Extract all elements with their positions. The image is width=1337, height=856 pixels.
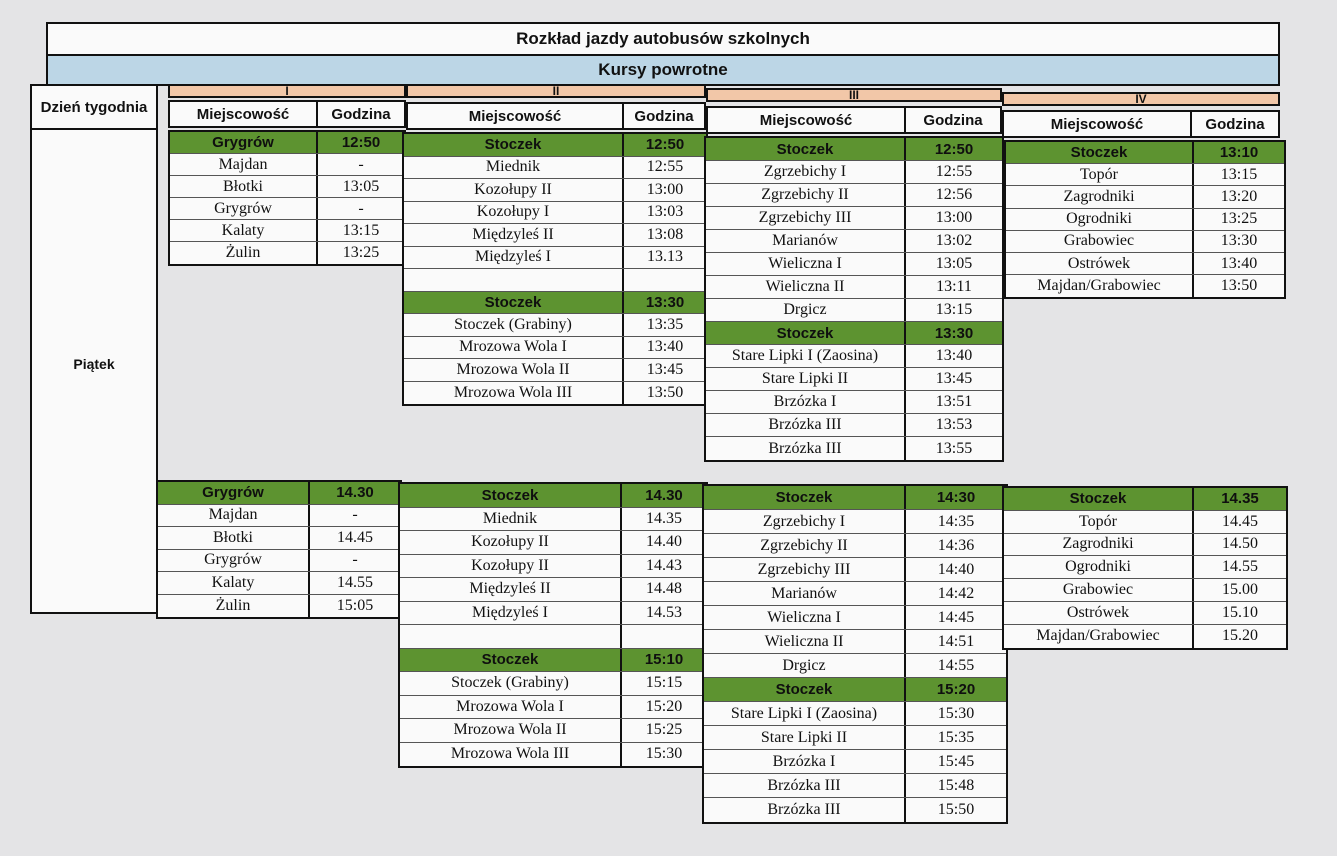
stop-name: Zgrzebichy II [704,534,906,557]
stop-row-start [704,678,1006,702]
stop-name [404,269,624,291]
stop-time: 13:53 [935,416,973,433]
stop-name: Ogrodniki [1006,209,1194,230]
stop-time: 14.45 [1222,512,1258,530]
route-2-block-1 [402,132,708,406]
stop-row [706,161,1002,184]
stop-time: 13:15 [342,221,380,239]
stop-time: 15:25 [645,721,683,739]
day-column [30,84,158,614]
stop-name: Ostrówek [1004,602,1194,624]
stop-time: 13:30 [645,293,685,311]
stop-name: Wieliczna I [706,253,906,275]
stop-name: Brzózka I [704,750,906,773]
route-2-time-header: Godzina [622,102,706,130]
stop-name: Międzyleś II [404,224,624,246]
stop-time [624,269,706,291]
stop-time: 15:35 [937,728,975,746]
stop-time: 14.55 [337,573,373,591]
stop-name: Zgrzebichy I [704,510,906,533]
stop-row [404,359,706,382]
stop-row [158,550,400,573]
day-column-header: Dzień tygodnia [32,86,156,130]
stop-time: 14:42 [937,584,975,602]
stop-row [400,602,706,626]
stop-time: 15:45 [937,752,975,770]
route-4-time-header: Godzina [1190,110,1280,138]
stop-name: Majdan/Grabowiec [1006,275,1194,297]
stop-row-start [400,484,706,508]
stop-row-start [158,482,400,505]
stop-time: 14:55 [937,656,975,674]
stop-time: 15:20 [936,681,976,698]
stop-name: Kalaty [170,220,318,241]
stop-name: Majdan [158,505,310,527]
stop-row [704,630,1006,654]
stop-time: 14.50 [1222,535,1258,553]
route-4-place-header: Miejscowość [1002,110,1192,138]
stop-time: 12:50 [934,140,974,158]
stop-name: Międzyleś I [400,602,622,625]
stop-time: 14:36 [937,536,975,554]
stop-time: 13.13 [647,248,683,266]
stop-name: Międzyleś I [404,247,624,269]
stop-row [404,314,706,337]
stop-time: 14.30 [336,484,374,502]
stop-name: Stoczek [1006,142,1194,163]
stop-row [400,696,706,720]
stop-name: Stoczek [400,649,622,672]
stop-name: Zagrodniki [1006,186,1194,207]
stop-time: 13:25 [1220,210,1258,228]
stop-name: Stare Lipki II [704,726,906,749]
stop-name: Zagrodniki [1004,534,1194,556]
stop-time: 13:10 [1219,144,1259,162]
stop-row [400,743,706,767]
stop-row [170,242,404,264]
stop-name: Miednik [404,157,624,179]
stop-row [1006,209,1284,231]
stop-time: 14:40 [937,560,975,578]
stop-row [404,179,706,202]
stop-row-start [170,132,404,154]
stop-time: 12:55 [646,158,684,176]
stop-row [1004,625,1286,648]
stop-name [400,625,622,648]
stop-time: - [358,155,364,173]
stop-time: 14.35 [1221,490,1259,508]
stop-row [404,202,706,225]
stop-row [706,299,1002,322]
stop-name: Stoczek [404,134,624,156]
stop-name: Wieliczna I [704,606,906,629]
stop-name: Międzyleś II [400,578,622,601]
stop-row [704,606,1006,630]
stop-time: - [352,551,358,569]
stop-time: 15:05 [336,596,374,614]
stop-time: 13:05 [342,177,380,195]
stop-time: 13:02 [935,232,973,249]
stop-row-start [706,138,1002,161]
stop-name: Grygrów [170,132,318,153]
route-1-block-2 [156,480,402,619]
stop-time: 13:15 [1220,165,1258,183]
stop-name: Zgrzebichy III [706,207,906,229]
stop-name: Kozołupy II [400,555,622,578]
stop-row [1004,602,1286,625]
stop-name: Majdan [170,154,318,175]
stop-time: 14.35 [646,509,682,527]
stop-row-start [706,322,1002,345]
stop-time: 13:11 [936,278,972,295]
stop-time: 15:48 [937,776,975,794]
stop-time: 14:51 [937,632,975,650]
stop-row [704,774,1006,798]
stop-name: Zgrzebichy III [704,558,906,581]
stop-time: 13:51 [935,393,973,410]
stop-time: 12:56 [935,186,973,203]
stop-row [400,508,706,532]
stop-name: Grygrów [158,482,310,504]
stop-name: Kozołupy II [404,179,624,201]
stop-name: Stoczek [400,484,622,507]
stop-row [704,534,1006,558]
stop-row [1004,534,1286,557]
stop-row [404,382,706,405]
stop-time: 14.53 [646,603,682,621]
stop-name: Żulin [158,595,310,618]
stop-row [706,230,1002,253]
stop-row-start [400,649,706,673]
stop-name: Stoczek [704,486,906,509]
stop-name: Wieliczna II [706,276,906,298]
stop-time: 15.10 [1222,603,1258,621]
stop-name: Stoczek [404,292,624,314]
stop-row [704,702,1006,726]
stop-name: Stare Lipki I (Zaosina) [706,345,906,367]
stop-row [158,505,400,528]
stop-name: Stoczek [1004,488,1194,510]
stop-name: Brzózka III [704,798,906,822]
stop-time: 13:00 [646,180,684,198]
page-subtitle: Kursy powrotne [46,56,1280,86]
stop-name: Kozołupy I [404,202,624,224]
stop-time: 14:30 [936,489,976,506]
route-1-block-1 [168,130,406,266]
stop-row [706,207,1002,230]
stop-name: Grabowiec [1006,231,1194,252]
route-4-block-1 [1004,140,1286,299]
stop-time: 15:30 [937,704,975,722]
stop-name: Mrozowa Wola II [400,719,622,742]
stop-name: Marianów [706,230,906,252]
stop-time: 13:55 [935,439,973,457]
stop-name: Wieliczna II [704,630,906,653]
spacer-row [404,269,706,292]
stop-name: Żulin [170,242,318,264]
stop-name: Grygrów [158,550,310,572]
stop-name: Mrozowa Wola I [404,337,624,359]
stop-time: 14.55 [1222,558,1258,576]
stop-name: Grygrów [170,198,318,219]
stop-time: 14.45 [337,528,373,546]
stop-row [404,247,706,270]
stop-name: Błotki [170,176,318,197]
stop-name: Drgicz [706,299,906,321]
stop-time: 12:50 [645,136,685,154]
stop-time: 13:45 [646,360,684,378]
stop-row [706,253,1002,276]
stop-name: Mrozowa Wola III [400,743,622,767]
stop-name: Marianów [704,582,906,605]
stop-row [1006,186,1284,208]
stop-row [704,510,1006,534]
stop-row [170,176,404,198]
stop-row-start [404,292,706,315]
stop-time: 15.00 [1222,581,1258,599]
stop-row [706,368,1002,391]
stop-time: - [352,506,358,524]
stop-row [1006,275,1284,297]
route-3-time-header: Godzina [904,106,1002,134]
stop-row [706,414,1002,437]
stop-name: Ostrówek [1006,253,1194,274]
stop-row [706,276,1002,299]
stop-name: Topór [1006,164,1194,185]
stop-row-start [704,486,1006,510]
stop-time: 13:03 [646,203,684,221]
stop-row [400,672,706,696]
stop-row [158,527,400,550]
stop-row [1006,253,1284,275]
stop-name: Stoczek [704,678,906,701]
route-3-block-2 [702,484,1008,824]
stop-time: 15:15 [645,674,683,692]
stop-time: 13:35 [646,315,684,333]
stop-time: 13:40 [935,347,973,364]
route-number-1: I [168,84,406,98]
stop-row [706,391,1002,414]
stop-row [706,345,1002,368]
stop-time: - [358,199,364,217]
stop-time: 15.20 [1222,627,1258,645]
stop-name: Błotki [158,527,310,549]
stop-time: 13:00 [935,209,973,226]
stop-time: 13:30 [934,324,974,342]
stop-time: 13:15 [935,301,973,318]
stop-time: 14:35 [937,512,975,530]
stop-row [704,558,1006,582]
stop-row [704,654,1006,678]
route-1-time-header: Godzina [316,100,406,128]
stop-row [170,198,404,220]
stop-name: Majdan/Grabowiec [1004,625,1194,648]
stop-name: Mrozowa Wola III [404,382,624,405]
stop-row [158,595,400,618]
stop-name: Kozołupy II [400,531,622,554]
route-3-place-header: Miejscowość [706,106,906,134]
stop-row [404,337,706,360]
route-4-block-2 [1002,486,1288,650]
stop-row [706,437,1002,460]
route-2-place-header: Miejscowość [406,102,624,130]
stop-name: Mrozowa Wola II [404,359,624,381]
stop-name: Kalaty [158,572,310,594]
stop-row [400,578,706,602]
stop-time: 13:50 [1220,277,1258,295]
stop-name: Grabowiec [1004,579,1194,601]
route-2-block-2 [398,482,708,768]
stop-name: Stare Lipki II [706,368,906,390]
stop-time: 14.30 [645,486,683,504]
stop-time: 13:30 [1220,232,1258,250]
stop-time: 12:50 [341,134,381,151]
route-3-block-1 [704,136,1004,462]
stop-name: Brzózka III [706,414,906,436]
stop-time: 15:20 [645,697,683,715]
stop-name: Brzózka I [706,391,906,413]
stop-time: 12:55 [935,163,973,180]
page-title: Rozkład jazdy autobusów szkolnych [46,22,1280,56]
stop-time: 13:40 [646,338,684,356]
day-name: Piątek [73,356,115,372]
stop-name: Stoczek (Grabiny) [400,672,622,695]
stop-time: 14.43 [646,556,682,574]
stop-name: Stoczek [706,322,906,344]
stop-time: 15:30 [645,745,683,763]
stop-row [400,531,706,555]
stop-row [704,582,1006,606]
stop-row [704,798,1006,822]
stop-name: Brzózka III [706,437,906,460]
stop-name: Topór [1004,511,1194,533]
stop-name: Stare Lipki I (Zaosina) [704,702,906,725]
stop-row [170,220,404,242]
stop-row [400,719,706,743]
stop-time: 13:45 [935,370,973,387]
route-number-2: II [406,84,706,98]
stop-name: Ogrodniki [1004,556,1194,578]
stop-time [622,625,706,648]
route-number-3: III [706,88,1002,102]
stop-row [404,224,706,247]
stop-row [1006,164,1284,186]
stop-row [1004,511,1286,534]
stop-time: 13:25 [342,244,380,261]
stop-row-start [1006,142,1284,164]
stop-row [706,184,1002,207]
stop-time: 15:50 [937,801,975,818]
stop-time: 13:08 [646,225,684,243]
stop-time: 14.40 [646,533,682,551]
stop-name: Brzózka III [704,774,906,797]
stop-row [1004,579,1286,602]
stop-row [704,750,1006,774]
stop-row [170,154,404,176]
stop-row [704,726,1006,750]
stop-row [158,572,400,595]
stop-name: Zgrzebichy I [706,161,906,183]
stop-name: Miednik [400,508,622,531]
stop-time: 13:05 [935,255,973,272]
stop-time: 14.48 [646,580,682,598]
stop-time: 13:20 [1220,187,1258,205]
stop-row-start [1004,488,1286,511]
stop-name: Zgrzebichy II [706,184,906,206]
stop-time: 13:40 [1220,254,1258,272]
stop-name: Stoczek (Grabiny) [404,314,624,336]
stop-row [404,157,706,180]
stop-row [400,555,706,579]
stop-row [1006,231,1284,253]
route-1-place-header: Miejscowość [168,100,318,128]
stop-row [1004,556,1286,579]
route-number-4: IV [1002,92,1280,106]
stop-row-start [404,134,706,157]
stop-time: 14:45 [937,608,975,626]
stop-time: 15:10 [644,651,684,669]
stop-name: Stoczek [706,138,906,160]
stop-name: Mrozowa Wola I [400,696,622,719]
spacer-row [400,625,706,649]
stop-time: 13:50 [646,383,684,401]
stop-name: Drgicz [704,654,906,677]
